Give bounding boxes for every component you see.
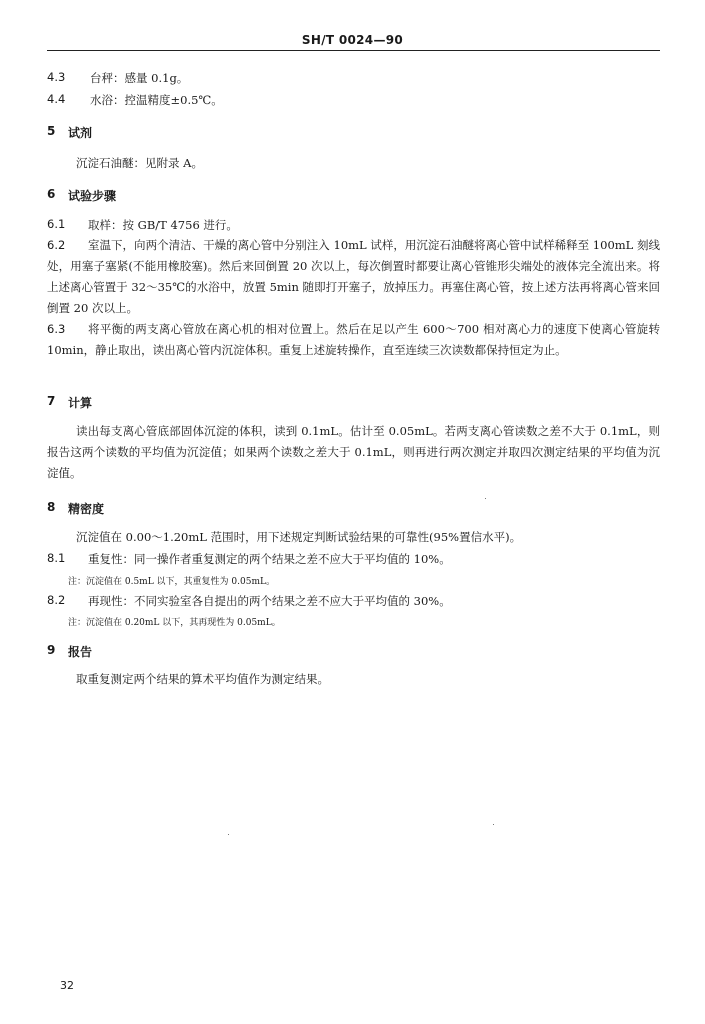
section-8-title: 精密度 xyxy=(68,502,105,516)
item-8-2-text: 再现性：不同实验室各自提出的两个结果之差不应大于平均值的 30%。 xyxy=(88,594,451,608)
section-8-intro: 沉淀值在 0.00～1.20mL 范围时，用下述规定判断试验结果的可靠性(95%置信水平)。 xyxy=(76,530,522,544)
item-6-1-text: 取样：按 GB/T 4756 进行。 xyxy=(88,218,238,232)
item-6-2-text: 室温下，向两个清洁、干燥的离心管中分别注入 10mL 试样，用沉淀石油醚将离心管中试样稀释至 100mL 刻线处，用塞子塞紧(不能用橡胶塞)。然后来回倒置 20 次以上，每次倒置时都要让离心管锥形尖端处的液体完全流出来。将上述离心管置于 32～35℃的水浴中，放置 5min 随即打开塞子，放掉压力。再塞住离心管，按上述方法再将离心管来回倒置 20 次以上。 xyxy=(47,238,660,315)
item-4-4-number: 4.4 xyxy=(47,92,66,106)
item-4-3-number: 4.3 xyxy=(47,70,66,84)
section-8-number: 8 xyxy=(47,500,56,514)
item-8-1-text: 重复性：同一操作者重复测定的两个结果之差不应大于平均值的 10%。 xyxy=(88,552,451,566)
section-6-title: 试验步骤 xyxy=(68,189,117,203)
item-6-3-text: 将平衡的两支离心管放在离心机的相对位置上。然后在足以产生 600～700 相对离心力的速度下使离心管旋转 10min，静止取出，读出离心管内沉淀体积。重复上述旋转操作，直至连续三次读数都保持恒定为止。 xyxy=(47,322,660,357)
item-4-4-text: 水浴：控温精度±0.5℃。 xyxy=(90,93,223,107)
section-6-number: 6 xyxy=(47,187,56,201)
item-4-3-text: 台秤：感量 0.1g。 xyxy=(90,71,189,85)
item-6-2-number: 6.2 xyxy=(47,238,66,252)
scan-speck xyxy=(493,824,494,825)
section-9-body: 取重复测定两个结果的算术平均值作为测定结果。 xyxy=(76,672,329,686)
section-9-title: 报告 xyxy=(68,645,93,659)
item-6-1-number: 6.1 xyxy=(47,217,66,231)
item-8-1-number: 8.1 xyxy=(47,551,66,565)
scan-speck xyxy=(228,834,229,835)
item-8-1-note: 注：沉淀值在 0.5mL 以下，其重复性为 0.05mL。 xyxy=(68,577,275,587)
section-5-number: 5 xyxy=(47,124,56,138)
scan-speck xyxy=(485,498,486,499)
section-5-title: 试剂 xyxy=(68,126,93,140)
header-rule xyxy=(47,50,660,51)
page-number: 32 xyxy=(60,979,74,992)
item-6-3-number: 6.3 xyxy=(47,322,66,336)
section-5-body: 沉淀石油醚：见附录 A。 xyxy=(76,156,203,170)
section-7-body: 读出每支离心管底部固体沉淀的体积，读到 0.1mL。估计至 0.05mL。若两支离心管读数之差不大于 0.1mL，则报告这两个读数的平均值为沉淀值；如果两个读数之差大于 0.1mL，则再进行两次测定并取四次测定结果的平均值为沉淀值。 xyxy=(47,424,660,480)
item-8-2-note: 注：沉淀值在 0.20mL 以下，其再现性为 0.05mL。 xyxy=(68,618,281,628)
section-9-number: 9 xyxy=(47,643,56,657)
section-7-number: 7 xyxy=(47,394,56,408)
section-7-title: 计算 xyxy=(68,396,93,410)
item-8-2-number: 8.2 xyxy=(47,593,66,607)
standard-code-header: SH/T 0024—90 xyxy=(301,33,404,47)
